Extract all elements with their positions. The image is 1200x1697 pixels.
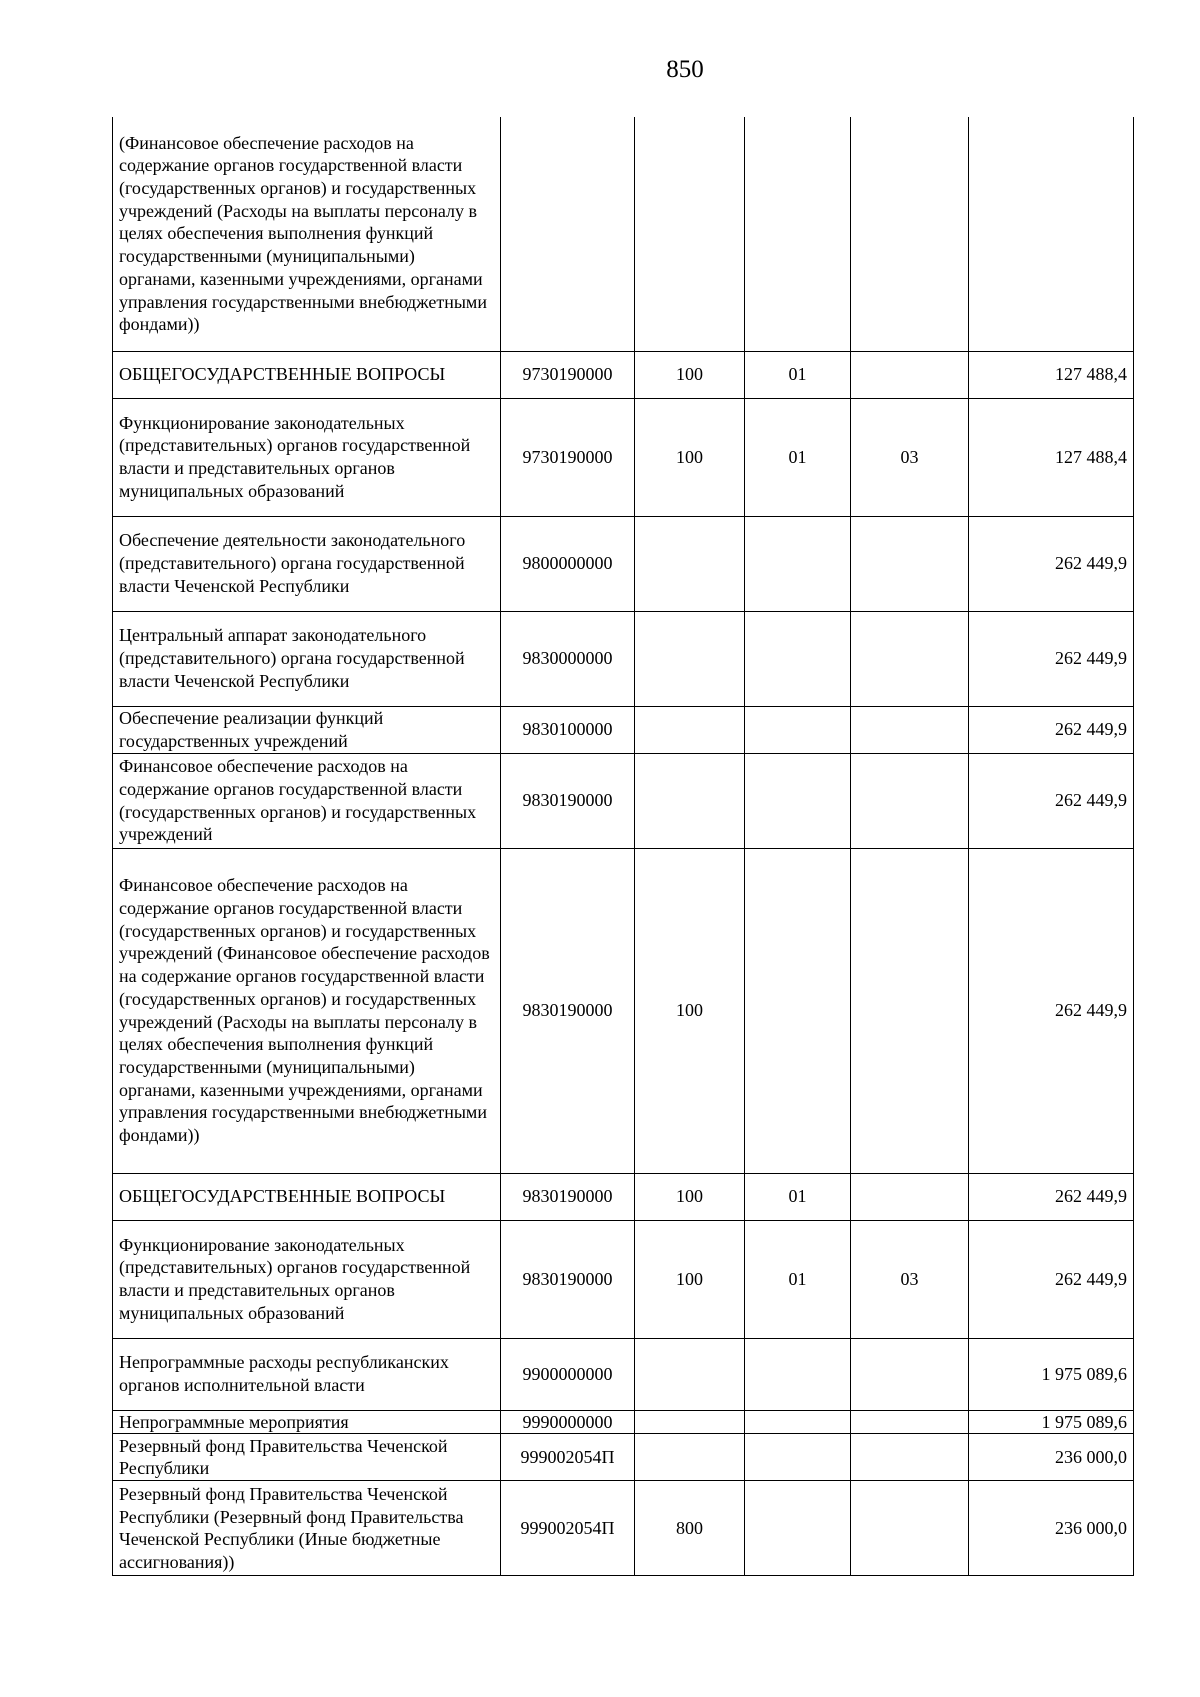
table-row	[113, 1220, 1134, 1338]
row-name: Центральный аппарат законодательного (представительного) органа государственной власти Чеченской Республики	[113, 611, 501, 706]
row-name: Финансовое обеспечение расходов на содержание органов государственной власти (государственных органов) и государственных учреждений	[113, 753, 501, 848]
row-sum: 127 488,4	[969, 351, 1134, 398]
table-row	[113, 117, 1134, 351]
row-rz	[745, 1481, 851, 1576]
row-pr	[851, 706, 969, 753]
row-name: Обеспечение деятельности законодательного (представительного) органа государственной власти Чеченской Республики	[113, 516, 501, 611]
row-rz	[745, 753, 851, 848]
row-name: ОБЩЕГОСУДАРСТВЕННЫЕ ВОПРОСЫ	[113, 351, 501, 398]
table-row	[113, 516, 1134, 611]
row-vr	[635, 1434, 745, 1481]
row-code: 9830190000	[501, 848, 635, 1173]
row-sum: 262 449,9	[969, 516, 1134, 611]
row-code	[501, 117, 635, 351]
row-name: Финансовое обеспечение расходов на содержание органов государственной власти (государственных органов) и государственных учреждений (Финансовое обеспечение расходов на содержание органов государственной власти (государственных органов) и государственных учреждений (Расходы на выплаты персоналу в целях обеспечения выполнения функций государственными (муниципальными) органами, казенными учреждениями, органами управления государственными внебюджетными фондами))	[113, 848, 501, 1173]
budget-table	[112, 117, 1134, 1576]
row-code: 9830190000	[501, 1173, 635, 1220]
row-pr	[851, 1434, 969, 1481]
row-rz	[745, 1434, 851, 1481]
row-rz: 01	[745, 1220, 851, 1338]
row-code: 9900000000	[501, 1338, 635, 1410]
row-pr	[851, 1338, 969, 1410]
row-vr: 100	[635, 848, 745, 1173]
row-vr	[635, 1338, 745, 1410]
row-pr	[851, 516, 969, 611]
row-sum: 262 449,9	[969, 753, 1134, 848]
row-code: 9990000000	[501, 1410, 635, 1434]
page-number: 850	[666, 56, 704, 83]
row-vr	[635, 1410, 745, 1434]
row-pr	[851, 753, 969, 848]
row-name: Функционирование законодательных (представительных) органов государственной власти и представительных органов муниципальных образований	[113, 398, 501, 516]
row-pr	[851, 117, 969, 351]
row-name: Резервный фонд Правительства Чеченской Республики (Резервный фонд Правительства Чеченской Республики (Иные бюджетные ассигнования))	[113, 1481, 501, 1576]
row-code: 9800000000	[501, 516, 635, 611]
row-name: Обеспечение реализации функций государственных учреждений	[113, 706, 501, 753]
row-sum	[969, 117, 1134, 351]
row-sum: 262 449,9	[969, 1173, 1134, 1220]
row-rz: 01	[745, 1173, 851, 1220]
row-vr: 100	[635, 1173, 745, 1220]
row-name: (Финансовое обеспечение расходов на содержание органов государственной власти (государственных органов) и государственных учреждений (Расходы на выплаты персоналу в целях обеспечения выполнения функций государственными (муниципальными) органами, казенными учреждениями, органами управления государственными внебюджетными фондами))	[113, 117, 501, 351]
row-vr: 100	[635, 351, 745, 398]
table-row	[113, 611, 1134, 706]
row-rz	[745, 611, 851, 706]
row-name: Функционирование законодательных (представительных) органов государственной власти и представительных органов муниципальных образований	[113, 1220, 501, 1338]
row-pr	[851, 351, 969, 398]
row-code: 9730190000	[501, 351, 635, 398]
row-name: Непрограммные мероприятия	[113, 1410, 501, 1434]
table-row	[113, 351, 1134, 398]
row-rz	[745, 848, 851, 1173]
row-sum: 236 000,0	[969, 1481, 1134, 1576]
row-sum: 262 449,9	[969, 706, 1134, 753]
row-rz: 01	[745, 398, 851, 516]
row-rz	[745, 1338, 851, 1410]
row-code: 9830190000	[501, 753, 635, 848]
row-sum: 127 488,4	[969, 398, 1134, 516]
table-row	[113, 706, 1134, 753]
row-sum: 262 449,9	[969, 611, 1134, 706]
row-pr: 03	[851, 1220, 969, 1338]
row-pr	[851, 611, 969, 706]
row-code: 9830000000	[501, 611, 635, 706]
row-pr	[851, 1410, 969, 1434]
row-vr	[635, 611, 745, 706]
row-name: Резервный фонд Правительства Чеченской Республики	[113, 1434, 501, 1481]
row-code: 9730190000	[501, 398, 635, 516]
table-row	[113, 398, 1134, 516]
row-sum: 262 449,9	[969, 1220, 1134, 1338]
row-vr	[635, 706, 745, 753]
table-row	[113, 1434, 1134, 1481]
row-code: 9830190000	[501, 1220, 635, 1338]
row-vr	[635, 753, 745, 848]
row-vr: 100	[635, 1220, 745, 1338]
table-row	[113, 1173, 1134, 1220]
row-vr	[635, 516, 745, 611]
row-pr	[851, 848, 969, 1173]
row-code: 999002054П	[501, 1481, 635, 1576]
table-row	[113, 848, 1134, 1173]
table-row	[113, 1338, 1134, 1410]
row-sum: 262 449,9	[969, 848, 1134, 1173]
row-rz	[745, 117, 851, 351]
row-rz	[745, 1410, 851, 1434]
row-pr: 03	[851, 398, 969, 516]
table-row	[113, 1410, 1134, 1434]
row-rz: 01	[745, 351, 851, 398]
row-vr: 800	[635, 1481, 745, 1576]
row-name: Непрограммные расходы республиканских органов исполнительной власти	[113, 1338, 501, 1410]
table-row	[113, 753, 1134, 848]
row-sum: 1 975 089,6	[969, 1338, 1134, 1410]
row-sum: 1 975 089,6	[969, 1410, 1134, 1434]
row-rz	[745, 516, 851, 611]
row-rz	[745, 706, 851, 753]
row-sum: 236 000,0	[969, 1434, 1134, 1481]
row-vr	[635, 117, 745, 351]
row-code: 9830100000	[501, 706, 635, 753]
table-row	[113, 1481, 1134, 1576]
row-vr: 100	[635, 398, 745, 516]
row-code: 999002054П	[501, 1434, 635, 1481]
row-name: ОБЩЕГОСУДАРСТВЕННЫЕ ВОПРОСЫ	[113, 1173, 501, 1220]
row-pr	[851, 1481, 969, 1576]
row-pr	[851, 1173, 969, 1220]
